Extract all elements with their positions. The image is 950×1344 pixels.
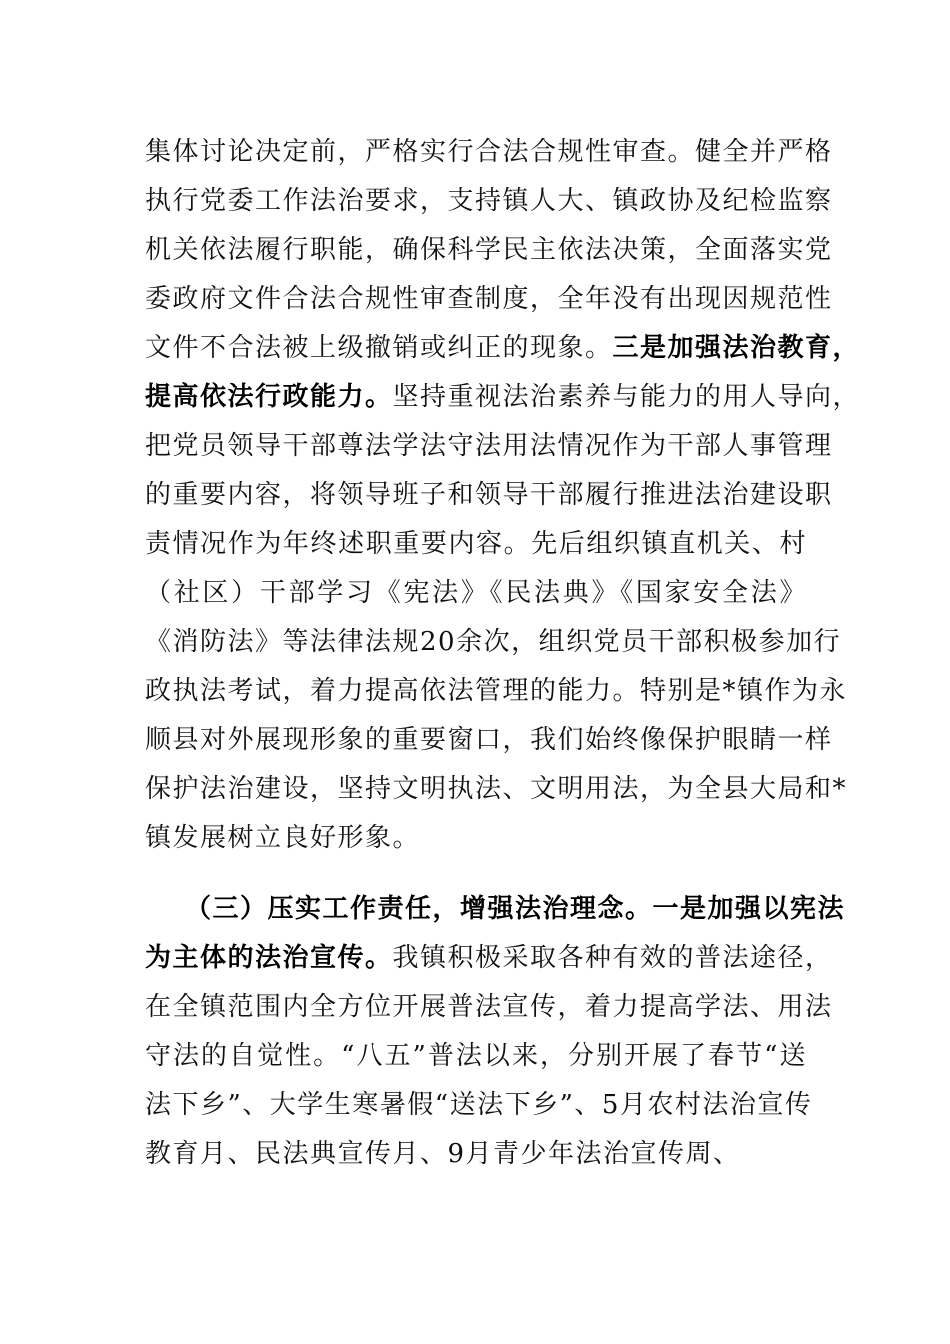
bold-text-segment: 为主体的法治宣传。	[145, 943, 393, 973]
text-line	[145, 177, 833, 226]
text-line	[145, 1081, 813, 1130]
text-line	[145, 934, 833, 983]
paragraph-1	[145, 128, 861, 863]
text-line	[145, 569, 807, 618]
text-line	[145, 128, 833, 177]
text-segment: 执行党委工作法治要求，支持镇人大、镇政协及纪检监察	[145, 186, 833, 216]
paragraph-2	[145, 885, 846, 1179]
text-line	[145, 1032, 807, 1081]
text-line	[145, 226, 833, 275]
text-segment: 教育月、民法典宣传月、9月青少年法治宣传周、	[145, 1139, 741, 1169]
text-segment: 责情况作为年终述职重要内容。先后组织镇直机关、村	[145, 529, 807, 559]
text-segment: 委政府文件合法合规性审查制度，全年没有出现因规范性	[145, 284, 833, 314]
text-segment: 把党员领导干部尊法学法守法用法情况作为干部人事管理	[145, 431, 833, 461]
text-line	[145, 324, 861, 373]
text-segment: 守法的自觉性。“八五”普法以来，分别开展了春节“送	[145, 1041, 807, 1071]
text-segment: 集体讨论决定前，严格实行合法合规性审查。健全并严格	[145, 137, 833, 167]
bold-text-segment: （三）压实工作责任，增强法治理念。一是加强以宪法	[185, 894, 846, 924]
bold-text-segment: 三是加强法治教育，	[612, 333, 861, 363]
bold-text-segment: 提高依法行政能力。	[145, 382, 393, 412]
text-segment: 我镇积极采取各种有效的普法途径，	[392, 943, 833, 973]
text-segment: （社区）干部学习《宪法》《民法典》《国家安全法》	[145, 578, 807, 608]
text-line	[145, 422, 833, 471]
text-line	[145, 373, 861, 422]
text-segment: 保护法治建设，坚持文明执法、文明用法，为全县大局和*	[145, 774, 848, 804]
text-segment: 的重要内容，将领导班子和领导干部履行推进法治建设职	[145, 480, 833, 510]
text-segment: 坚持重视法治素养与能力的用人导向，	[392, 382, 861, 412]
text-line	[145, 275, 833, 324]
text-segment: 在全镇范围内全方位开展普法宣传，着力提高学法、用法	[145, 992, 833, 1022]
text-line	[145, 765, 848, 814]
text-line	[145, 814, 807, 863]
text-line	[145, 520, 807, 569]
text-segment: 镇发展树立良好形象。	[145, 823, 421, 853]
text-segment: 顺县对外展现形象的重要窗口，我们始终像保护眼睛一样	[145, 725, 833, 755]
text-line	[145, 716, 833, 765]
text-line	[145, 885, 846, 934]
text-segment: 文件不合法被上级撤销或纠正的现象。	[145, 333, 613, 363]
text-line	[145, 983, 833, 1032]
text-segment: 法下乡”、大学生寒暑假“送法下乡”、5月农村法治宣传	[145, 1090, 813, 1120]
text-line	[145, 618, 842, 667]
text-line	[145, 471, 833, 520]
text-line	[145, 1130, 807, 1179]
text-segment: 政执法考试，着力提高依法管理的能力。特别是*镇作为永	[145, 676, 848, 706]
text-line	[145, 667, 848, 716]
text-segment: 《消防法》等法律法规20余次，组织党员干部积极参加行	[145, 627, 842, 657]
text-segment: 机关依法履行职能，确保科学民主依法决策，全面落实党	[145, 235, 833, 265]
